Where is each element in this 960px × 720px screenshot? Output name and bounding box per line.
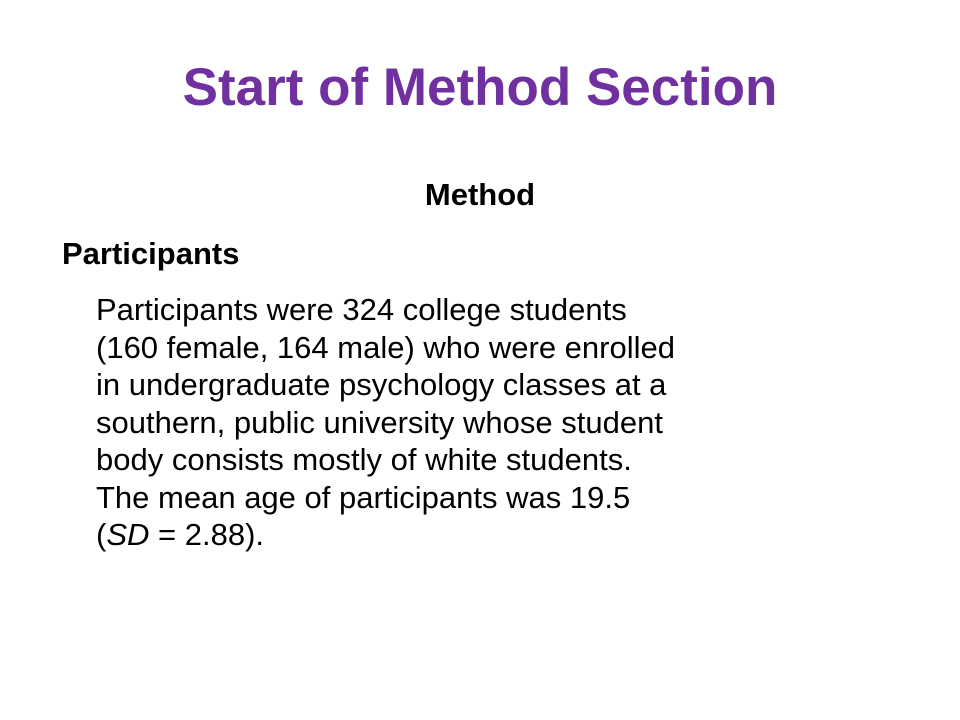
- paragraph-line-2: (160 female, 164 male) who were enrolled: [96, 329, 675, 365]
- paragraph-line-6: The mean age of participants was 19.5: [96, 479, 631, 515]
- paren-open: (: [96, 517, 107, 552]
- section-heading-method: Method: [424, 177, 536, 212]
- paragraph-line-3: in undergraduate psychology classes at a: [96, 367, 667, 402]
- slide-title: Start of Method Section: [182, 58, 778, 117]
- paragraph-line-4: southern, public university whose student: [96, 404, 663, 440]
- paragraph-line-1: Participants were 324 college students: [96, 292, 627, 327]
- sd-value: = 2.88).: [149, 517, 265, 552]
- paragraph-line-5: body consists mostly of white students.: [96, 442, 632, 477]
- paragraph-line-7: [96, 516, 916, 554]
- subsection-heading-participants: Participants: [62, 236, 240, 271]
- sd-label: SD: [106, 517, 150, 552]
- participants-paragraph: [96, 291, 916, 554]
